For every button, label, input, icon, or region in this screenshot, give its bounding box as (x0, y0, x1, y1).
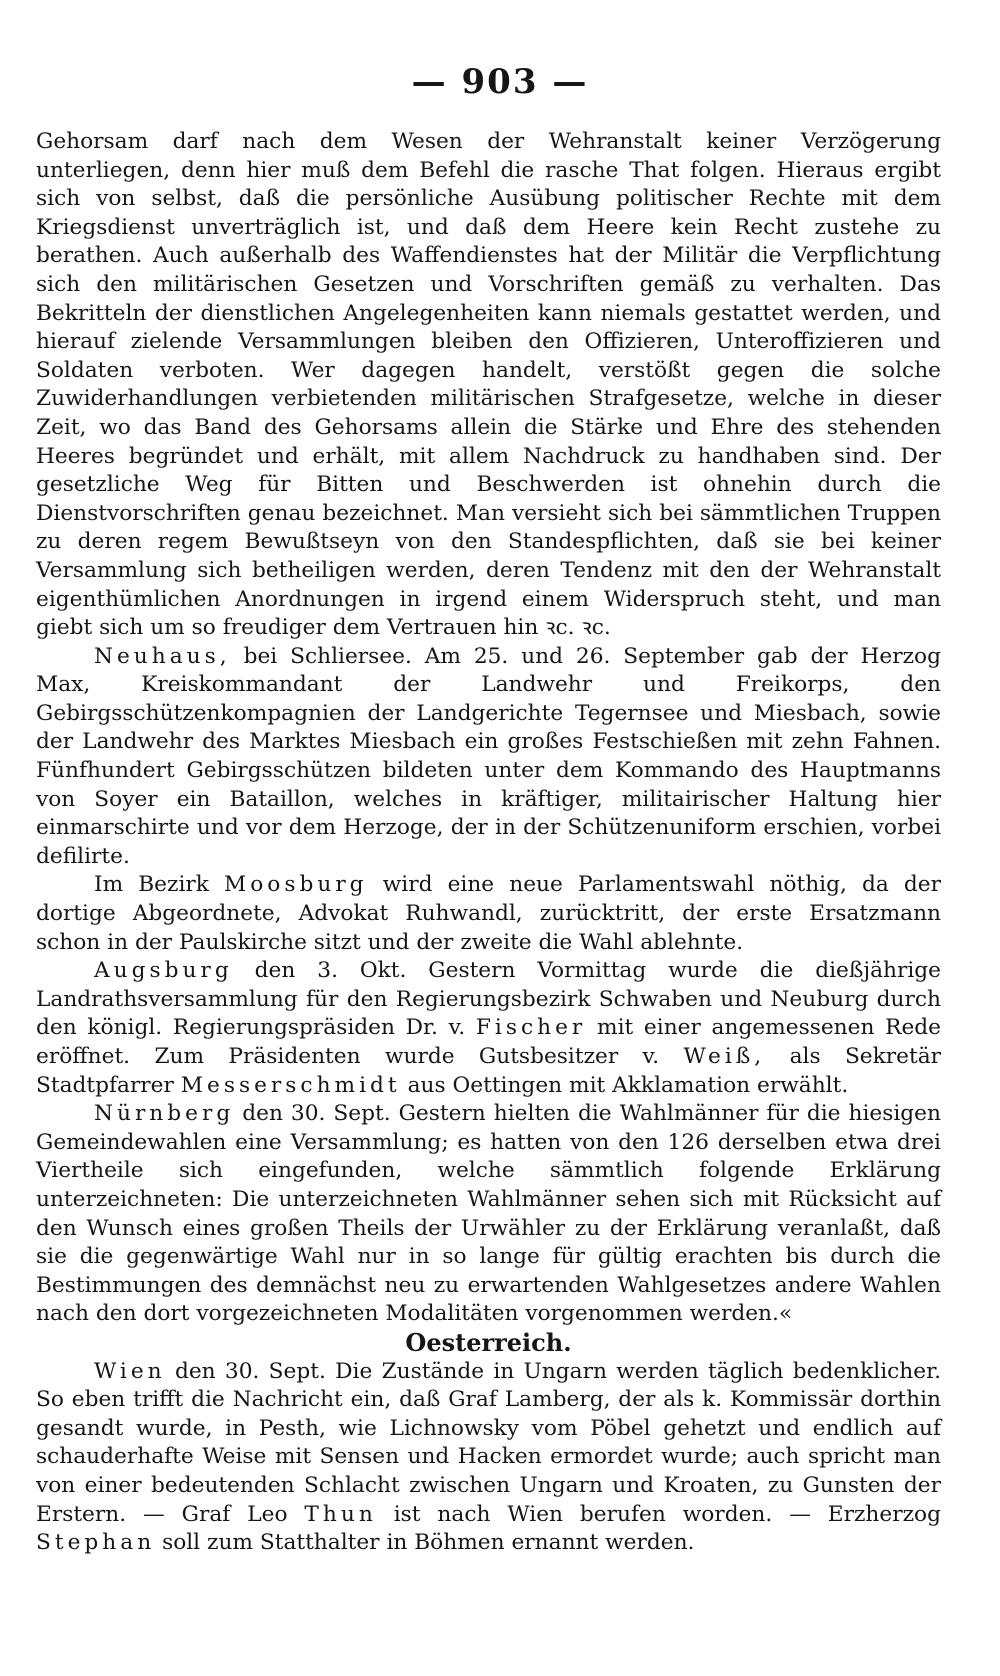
paragraph-text: Im Bezirk (94, 872, 209, 898)
person-name: Fischer (475, 1015, 587, 1041)
article-body (36, 128, 941, 1558)
paragraph-text: den 30. Sept. Gestern hielten die Wahlmänner für die hiesigen Gemeindewahlen eine Versammlung; es hatten von den 126 derselben etwa drei Viertheile sich eingefunden, welche sämmtlich folgende Erklärung unterzeichneten: Die unterzeichneten Wahlmänner sehen sich mit Rücksicht auf den Wunsch eines großen Theils der Urwähler zu der Erklärung veranlaßt, daß sie die gegenwärtige Wahl nur in so lange für gültig erachten bis durch die Bestimmungen des demnächst neu zu erwartenden Wahlgesetzes andere Wahlen nach den dort vorgezeichneten Modalitäten vorgenommen werden.« (36, 1101, 941, 1327)
person-name: Weiß, (683, 1044, 766, 1069)
paragraph-text: aus Oettingen mit Akklamation erwählt. (407, 1072, 849, 1098)
paragraph-text: wird eine neue Parlamentswahl nöthig, da der dortige Abgeordnete, Advokat Ruhwandl, zurücktritt, der erste Ersatzmann schon in der Paulskirche sitzt und der zweite die Wahl ablehnte. (36, 872, 942, 955)
page-number: — 903 — (411, 62, 589, 102)
person-name: Thun (304, 1501, 377, 1527)
paragraph-text: den 3. Okt. Gestern Vormittag wurde die dießjährige Landrathsversammlung für den Regierungsbezirk Schwaben und Neuburg durch den königl. Regierungspräsiden Dr. v. (36, 958, 941, 1041)
place-name: Augsburg (94, 958, 233, 984)
person-name: Stephan (36, 1530, 156, 1556)
paragraph-text: Gehorsam darf nach dem Wesen der Wehranstalt keiner Verzögerung unterliegen, denn hier muß dem Befehl die rasche That folgen. Hieraus ergibt sich von selbst, daß die persönliche Ausübung politischer Rechte mit dem Kriegsdienst unverträglich ist, und daß dem Heere kein Recht zustehe zu berathen. Auch außerhalb des Waffendienstes hat der Militär die Verpflichtung sich den militärischen Gesetzen und Vorschriften gemäß zu verhalten. Das Bekritteln der dienstlichen Angelegenheiten kann niemals gestattet werden, und hierauf zielende Versammlungen bleiben den Offizieren, Unteroffizieren und Soldaten verboten. Wer dagegen handelt, verstößt gegen die solche Zuwiderhandlungen verbietenden militärischen Strafgesetze, welche in dieser Zeit, wo das Band des Gehorsams allein die Stärke und Ehre des stehenden Heeres begründet und erhält, mit allem Nachdruck zu handhaben sind. Der gesetzliche Weg für Bitten und Beschwerden ist ohnehin durch die Dienstvorschriften genau bezeichnet. Man versieht sich bei sämmtlichen Truppen zu deren regem Bewußtseyn von den Standespflichten, daß sie bei keiner Versammlung sich betheiligen werden, deren Tendenz mit den der Wehranstalt eigenthümlichen Anordnungen in irgend einem Widerspruch steht, und man giebt sich um so freudiger dem Vertrauen hin ꝛc. ꝛc. (36, 129, 941, 641)
paragraph-wien (36, 1358, 941, 1558)
paragraph-nuernberg (36, 1100, 941, 1329)
place-name: Neuhaus, (94, 643, 231, 669)
person-name: Messerschmidt (180, 1072, 401, 1098)
paragraph-military-order (36, 128, 941, 643)
paragraph-text: mit einer angemessenen Rede eröffnet. Zum Präsidenten wurde Gutsbesitzer v. (36, 1015, 941, 1069)
place-name: Moosburg (224, 872, 368, 898)
paragraph-augsburg (36, 957, 941, 1100)
paragraph-moosburg (36, 871, 941, 957)
place-name: Wien (94, 1358, 166, 1384)
paragraph-text: soll zum Statthalter in Böhmen ernannt werden. (162, 1530, 695, 1556)
paragraph-text: als Sekretär Stadtpfarrer (36, 1044, 941, 1098)
place-name: Nürnberg (94, 1101, 235, 1127)
paragraph-text: bei Schliersee. Am 25. und 26. September gab der Herzog Max, Kreiskommandant der Landwehr und Freikorps, den Gebirgsschützenkompagnien der Landgerichte Tegernsee und Miesbach, sowie der Landwehr des Marktes Miesbach ein großes Festschießen mit zehn Fahnen. Fünfhundert Gebirgsschützen bildeten unter dem Kommando des Hauptmanns von Soyer ein Bataillon, welches in kräftiger, militairischer Haltung hier einmarschirte und vor dem Herzoge, der in der Schützenuniform erschien, vorbei defilirte. (36, 643, 941, 869)
section-heading: Oesterreich. (405, 1327, 572, 1357)
paragraph-text: ist nach Wien berufen worden. — Erzherzog (393, 1501, 941, 1527)
paragraph-neuhaus (36, 643, 941, 872)
paragraph-text: den 30. Sept. Die Zustände in Ungarn werden täglich bedenklicher. So eben trifft die Nachricht ein, daß Graf Lamberg, der als k. Kommissär dorthin gesandt wurde, in Pesth, wie Lichnowsky vom Pöbel gehetzt und endlich auf schauderhafte Weise mit Sensen und Hacken ermordet wurde; auch spricht man von einer bedeutenden Schlacht zwischen Ungarn und Kroaten, zu Gunsten der Erstern. — Graf Leo (36, 1358, 941, 1527)
